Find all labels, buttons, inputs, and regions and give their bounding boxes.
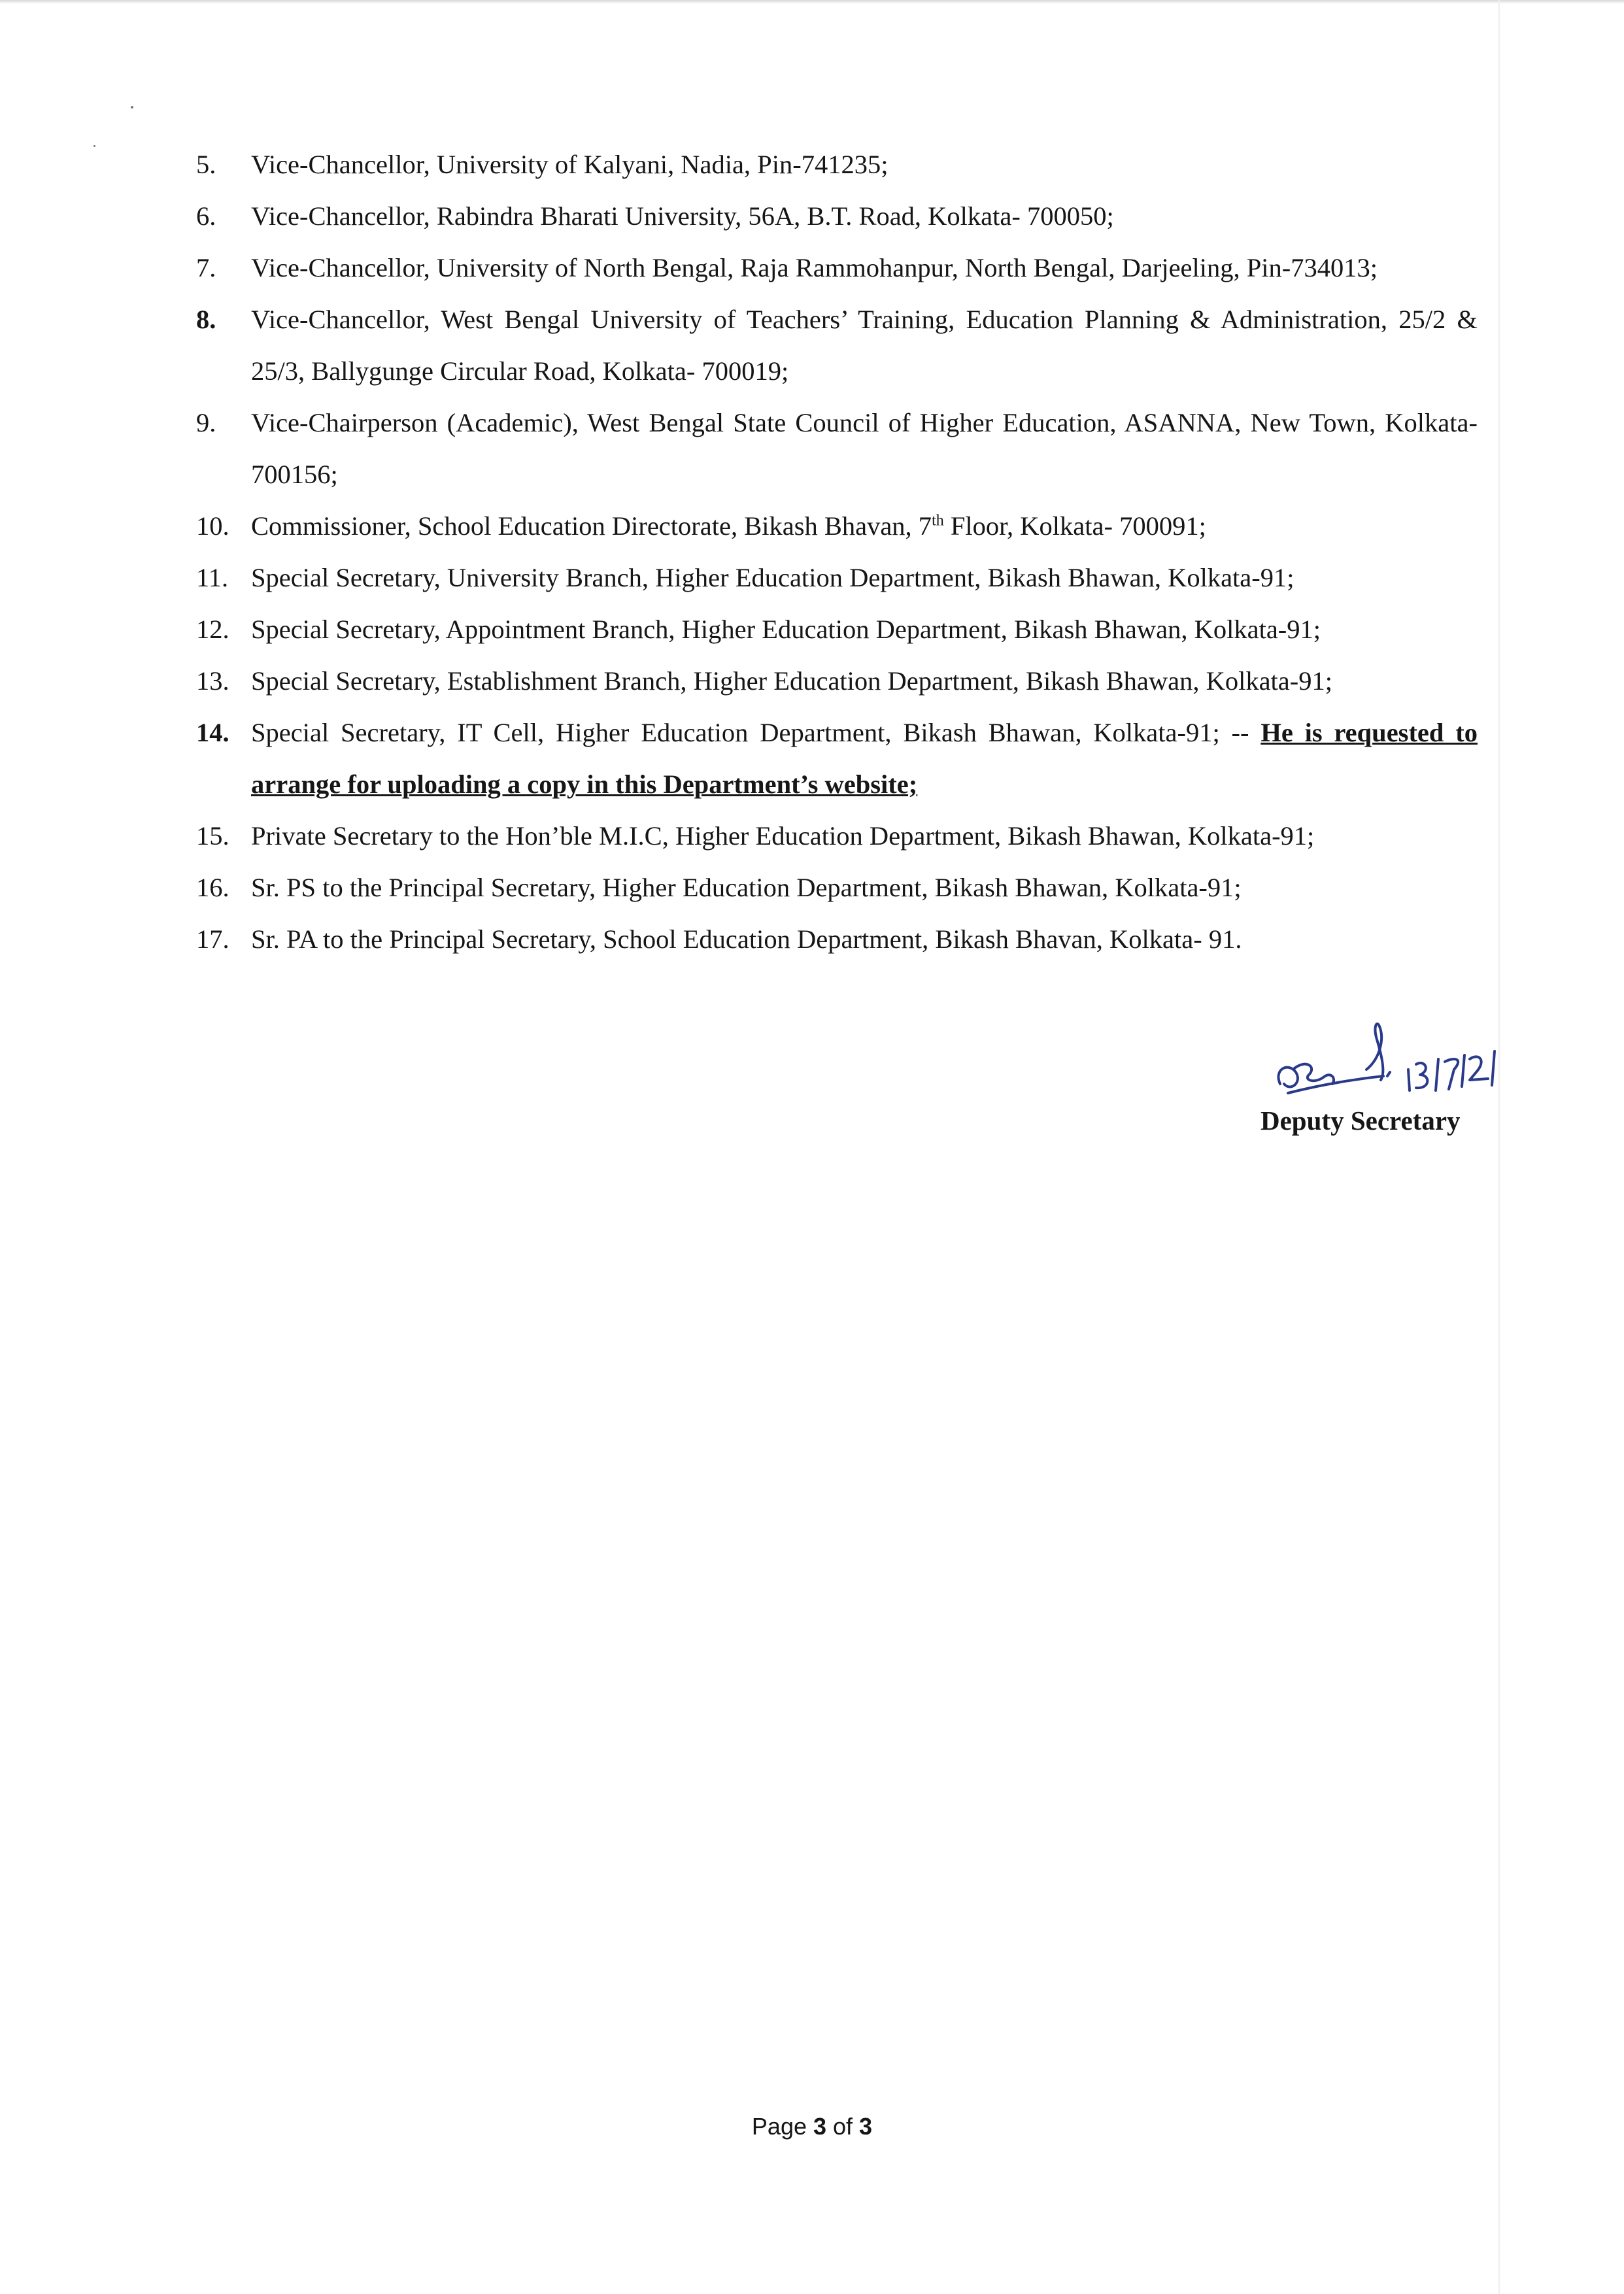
list-item bbox=[196, 242, 1478, 294]
list-item bbox=[196, 552, 1478, 603]
item-text bbox=[251, 707, 1478, 810]
item-number: 13. bbox=[196, 666, 229, 696]
item-number: 11. bbox=[196, 563, 229, 592]
signature-stroke bbox=[1366, 1024, 1383, 1080]
item-number: 7. bbox=[196, 253, 216, 282]
distribution-list bbox=[196, 139, 1478, 965]
item-text-main: Commissioner, School Education Directorate, Bikash Bhavan, 7 bbox=[251, 511, 932, 541]
item-text-main: Special Secretary, IT Cell, Higher Education Department, Bikash Bhawan, Kolkata-91; -- bbox=[251, 718, 1261, 747]
item-text: Vice-Chancellor, West Bengal University of Teachers’ Training, Education Planning & Administration, 25/2 & 25/3, Ballygunge Circular Road, Kolkata- 700019; bbox=[251, 305, 1478, 386]
item-number: 16. bbox=[196, 873, 229, 902]
current-page: 3 bbox=[813, 2113, 827, 2140]
item-number: 6. bbox=[196, 201, 216, 231]
page-top-edge bbox=[0, 0, 1624, 4]
footer-middle: of bbox=[826, 2113, 860, 2140]
list-item bbox=[196, 500, 1478, 552]
item-number: 12. bbox=[196, 615, 229, 644]
item-number: 9. bbox=[196, 408, 216, 437]
upload-request-note: He is requested to arrange for uploading a copy in this Department’s website; bbox=[251, 718, 1478, 799]
list-item bbox=[196, 603, 1478, 655]
list-item bbox=[196, 655, 1478, 707]
item-text bbox=[251, 500, 1478, 552]
signature-graphic bbox=[1268, 1007, 1543, 1105]
date-stroke bbox=[1436, 1059, 1438, 1090]
date-stroke bbox=[1492, 1051, 1495, 1085]
item-text: Vice-Chancellor, Rabindra Bharati University, 56A, B.T. Road, Kolkata- 700050; bbox=[251, 201, 1114, 231]
page-number-footer bbox=[0, 2113, 1624, 2140]
list-item bbox=[196, 707, 1478, 810]
total-pages: 3 bbox=[859, 2113, 873, 2140]
item-number: 14. bbox=[196, 718, 229, 747]
item-number: 15. bbox=[196, 821, 229, 851]
item-text: Vice-Chancellor, University of Kalyani, Nadia, Pin-741235; bbox=[251, 150, 888, 179]
item-number: 10. bbox=[196, 511, 229, 541]
scan-speck bbox=[131, 106, 133, 109]
signature-stroke bbox=[1278, 1068, 1297, 1087]
date-stroke bbox=[1445, 1059, 1458, 1089]
item-text: Special Secretary, Establishment Branch, Higher Education Department, Bikash Bhawan, Kolkata-91; bbox=[251, 666, 1333, 696]
superscript: th bbox=[932, 512, 944, 530]
footer-prefix: Page bbox=[751, 2113, 813, 2140]
item-text: Vice-Chancellor, University of North Bengal, Raja Rammohanpur, North Bengal, Darjeeling, Pin-734013; bbox=[251, 253, 1378, 282]
item-number: 8. bbox=[196, 305, 216, 334]
scan-speck bbox=[93, 145, 95, 147]
signature-stroke bbox=[1387, 1072, 1390, 1076]
date-stroke bbox=[1470, 1056, 1488, 1080]
list-item bbox=[196, 294, 1478, 397]
list-item bbox=[196, 862, 1478, 913]
list-item bbox=[196, 810, 1478, 862]
designation: Deputy Secretary bbox=[1260, 1105, 1461, 1136]
signature-stroke bbox=[1288, 1076, 1383, 1093]
list-item bbox=[196, 190, 1478, 242]
item-number: 17. bbox=[196, 924, 229, 954]
item-text: Private Secretary to the Hon’ble M.I.C, Higher Education Department, Bikash Bhawan, Kolkata-91; bbox=[251, 821, 1315, 851]
item-number: 5. bbox=[196, 150, 216, 179]
list-item bbox=[196, 397, 1478, 500]
item-text-rest: Floor, Kolkata- 700091; bbox=[943, 511, 1206, 541]
date-stroke bbox=[1416, 1063, 1427, 1088]
date-stroke bbox=[1408, 1070, 1410, 1090]
signature-stroke bbox=[1294, 1064, 1334, 1084]
item-text: Sr. PS to the Principal Secretary, Higher Education Department, Bikash Bhawan, Kolkata-91; bbox=[251, 873, 1242, 902]
item-text: Special Secretary, University Branch, Higher Education Department, Bikash Bhawan, Kolkata-91; bbox=[251, 563, 1294, 592]
item-text: Sr. PA to the Principal Secretary, School Education Department, Bikash Bhavan, Kolkata- 91. bbox=[251, 924, 1242, 954]
item-text: Vice-Chairperson (Academic), West Bengal State Council of Higher Education, ASANNA, New Town, Kolkata- 700156; bbox=[251, 408, 1478, 489]
list-item bbox=[196, 139, 1478, 190]
item-text: Special Secretary, Appointment Branch, Higher Education Department, Bikash Bhawan, Kolkata-91; bbox=[251, 615, 1321, 644]
page-right-edge bbox=[1498, 0, 1500, 2294]
list-item bbox=[196, 913, 1478, 965]
signature bbox=[1268, 1007, 1543, 1118]
date-stroke bbox=[1462, 1055, 1464, 1087]
